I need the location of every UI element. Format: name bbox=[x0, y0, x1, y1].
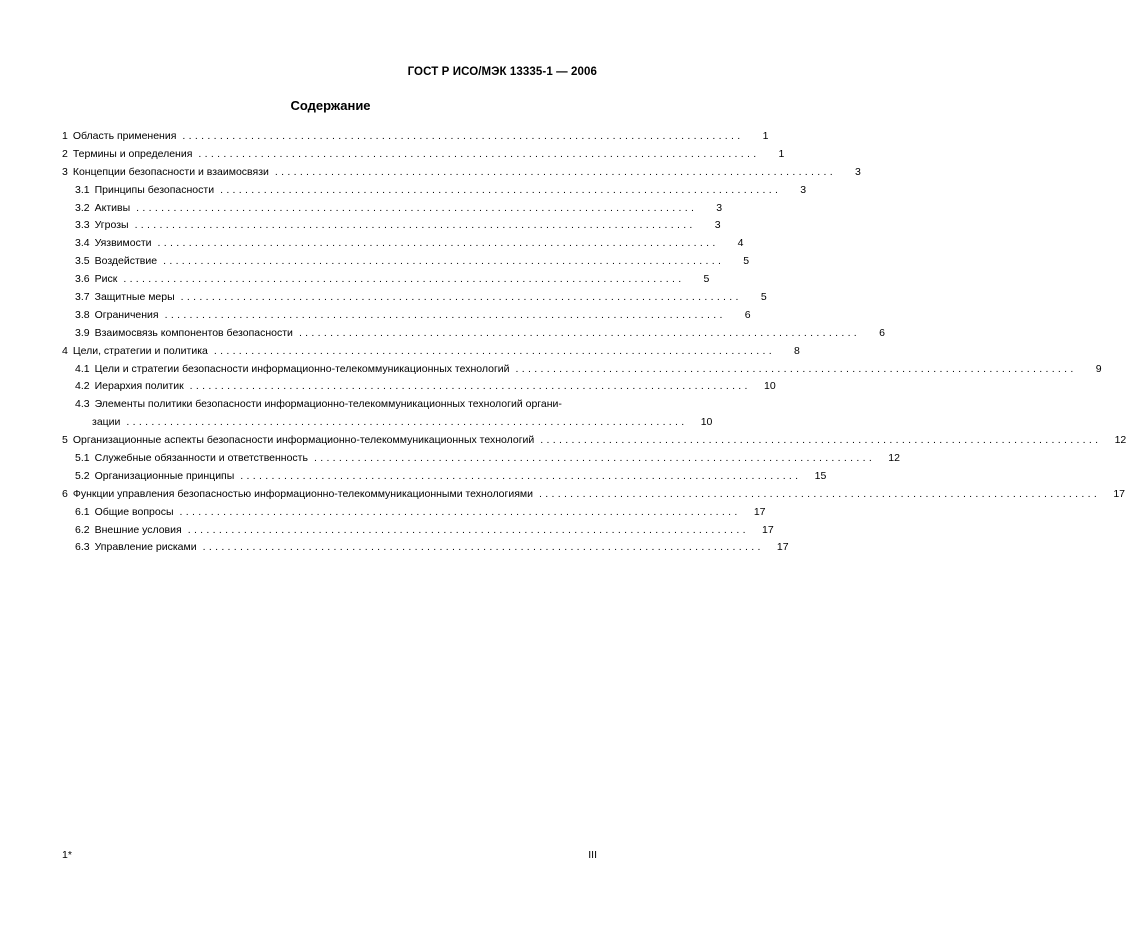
toc-entry[interactable] bbox=[62, 486, 1125, 504]
toc-entry-label: Активы bbox=[94, 201, 131, 214]
toc-entry-label: Область применения bbox=[72, 130, 177, 142]
toc-entry-page: 12 bbox=[888, 452, 900, 465]
toc-entry[interactable] bbox=[62, 289, 767, 307]
dot-leader bbox=[182, 128, 740, 146]
toc-entry-label: Цели, стратегии и политика bbox=[72, 344, 208, 357]
standard-designation: ГОСТ Р ИСО/МЭК 13335-1 — 2006 bbox=[407, 66, 597, 78]
toc-entry[interactable] bbox=[62, 146, 785, 164]
dot-leader bbox=[275, 164, 833, 182]
dot-leader bbox=[203, 539, 761, 557]
toc-entry-page: 4 bbox=[737, 237, 744, 250]
toc-entry[interactable] bbox=[62, 235, 744, 253]
toc-entry[interactable] bbox=[62, 522, 774, 540]
toc-entry-label: Иерархия политик bbox=[94, 380, 184, 393]
toc-entry-page: 17 bbox=[753, 505, 766, 518]
toc-entry-label: Угрозы bbox=[94, 219, 129, 232]
toc-entry-number: 2 bbox=[62, 147, 68, 160]
toc-entry-label: Внешние условия bbox=[94, 523, 182, 536]
page-number: III bbox=[588, 849, 597, 861]
toc-entry-page: 6 bbox=[879, 326, 885, 339]
toc-entry-page: 8 bbox=[794, 344, 800, 357]
dot-leader bbox=[165, 307, 723, 325]
toc-entry[interactable] bbox=[62, 539, 789, 557]
toc-entry-number: 5.2 bbox=[75, 469, 90, 482]
toc-entry-page: 15 bbox=[814, 469, 827, 482]
toc-entry-number: 4.3 bbox=[75, 398, 90, 411]
toc-entry-page: 1 bbox=[778, 147, 785, 160]
toc-entry[interactable] bbox=[62, 253, 750, 271]
toc-entry-label: Цели и стратегии безопасности информационно-телекоммуникационных технологий bbox=[94, 362, 510, 375]
toc-entry[interactable] bbox=[62, 200, 723, 218]
dot-leader bbox=[136, 200, 694, 218]
toc-entry-page: 5 bbox=[703, 273, 710, 286]
toc-entry-number: 3.1 bbox=[75, 183, 90, 196]
toc-entry-number: 3.2 bbox=[75, 201, 90, 214]
dot-leader bbox=[240, 468, 798, 486]
toc-entry-number: 4.1 bbox=[75, 362, 90, 375]
dot-leader bbox=[158, 235, 716, 253]
toc-entry-number: 4.2 bbox=[75, 380, 90, 393]
toc-entry-label: Воздействие bbox=[94, 255, 158, 268]
toc-entry[interactable] bbox=[62, 378, 776, 396]
toc-entry-label: Защитные меры bbox=[94, 291, 175, 304]
dot-leader bbox=[539, 486, 1097, 504]
dot-leader bbox=[516, 361, 1074, 379]
toc-entry-number: 6 bbox=[62, 487, 68, 500]
dot-leader bbox=[214, 343, 772, 361]
toc-entry-page: 12 bbox=[1114, 434, 1126, 447]
toc-entry[interactable] bbox=[62, 343, 800, 361]
toc-entry-number: 5.1 bbox=[75, 452, 90, 465]
dot-leader bbox=[135, 217, 693, 235]
toc-entry-number: 3.5 bbox=[75, 255, 90, 268]
toc-entry[interactable] bbox=[62, 307, 751, 325]
dot-leader bbox=[299, 325, 857, 343]
dot-leader bbox=[190, 378, 748, 396]
toc-entry-page: 17 bbox=[762, 523, 774, 536]
toc-entry[interactable] bbox=[62, 325, 885, 343]
toc-entry[interactable] bbox=[62, 432, 1126, 450]
toc-entry-label: Общие вопросы bbox=[94, 505, 174, 518]
toc-entry-label: Ограничения bbox=[94, 308, 159, 321]
toc-entry-label: Принципы безопасности bbox=[94, 183, 215, 196]
dot-leader bbox=[181, 289, 739, 307]
dot-leader bbox=[188, 522, 746, 540]
toc-entry-number: 5 bbox=[62, 434, 68, 447]
toc-entry-page: 3 bbox=[855, 165, 861, 178]
toc-entry-label: Элементы политики безопасности информационно-телекоммуникационных технологий органи- bbox=[94, 398, 562, 411]
dot-leader bbox=[220, 182, 778, 200]
toc-entry-number: 1 bbox=[62, 130, 68, 142]
dot-leader bbox=[198, 146, 756, 164]
toc-entry-page: 10 bbox=[763, 380, 776, 393]
dot-leader bbox=[123, 271, 681, 289]
toc-entry-number: 3.9 bbox=[75, 326, 90, 339]
toc-entry-page: 6 bbox=[744, 308, 751, 321]
toc-entry-page: 10 bbox=[700, 416, 713, 429]
toc-entry-label: Организационные аспекты безопасности информационно-телекоммуникационных технологий bbox=[72, 434, 535, 447]
toc-entry[interactable] bbox=[62, 504, 766, 522]
toc-entry-page: 9 bbox=[1095, 362, 1102, 375]
toc-entry[interactable] bbox=[62, 217, 721, 235]
toc-entry-label: Взаимосвязь компонентов безопасности bbox=[94, 326, 293, 339]
toc-entry-label: Концепции безопасности и взаимосвязи bbox=[72, 165, 269, 178]
toc-entry-label: Уязвимости bbox=[94, 237, 152, 250]
toc-entry[interactable] bbox=[62, 396, 599, 414]
toc-title: Содержание bbox=[290, 98, 371, 113]
toc-entry-number: 3.3 bbox=[75, 219, 90, 232]
footer-sheet-mark: 1* bbox=[62, 849, 72, 861]
dot-leader bbox=[126, 414, 684, 432]
toc-entry-page: 1 bbox=[762, 130, 769, 142]
toc-entry-page: 5 bbox=[760, 291, 767, 304]
toc-entry-number: 6.3 bbox=[75, 541, 90, 554]
toc-entry-label: Риск bbox=[94, 273, 118, 286]
toc-entry-continuation[interactable] bbox=[62, 414, 713, 432]
toc-entry-number: 3 bbox=[62, 165, 68, 178]
dot-leader bbox=[540, 432, 1098, 450]
dot-leader bbox=[180, 504, 738, 522]
toc-entry[interactable] bbox=[62, 182, 807, 200]
toc-entry[interactable] bbox=[62, 361, 1102, 379]
toc-entry-page: 3 bbox=[714, 219, 721, 232]
toc-entry-page: 17 bbox=[776, 541, 789, 554]
toc-entry-number: 3.6 bbox=[75, 273, 90, 286]
toc-entry-label: Организационные принципы bbox=[94, 469, 235, 482]
toc-entry-number: 3.4 bbox=[75, 237, 90, 250]
toc-entry[interactable] bbox=[62, 468, 827, 486]
toc-entry-label: Управление рисками bbox=[94, 541, 197, 554]
table-of-contents bbox=[62, 128, 1126, 557]
dot-leader bbox=[314, 450, 872, 468]
toc-entry-label: Служебные обязанности и ответственность bbox=[94, 452, 308, 465]
toc-entry-label: Функции управления безопасностью информационно-телекоммуникационными технологиями bbox=[72, 487, 533, 500]
toc-entry[interactable] bbox=[62, 128, 769, 146]
toc-entry-number: 6.1 bbox=[75, 505, 90, 518]
toc-entry-number: 3.8 bbox=[75, 308, 90, 321]
toc-entry[interactable] bbox=[62, 271, 710, 289]
toc-entry[interactable] bbox=[62, 450, 900, 468]
toc-entry[interactable] bbox=[62, 164, 861, 182]
toc-entry-label-continuation: зации bbox=[92, 416, 121, 429]
toc-entry-label: Термины и определения bbox=[72, 147, 193, 160]
toc-entry-page: 3 bbox=[800, 183, 807, 196]
toc-entry-number: 6.2 bbox=[75, 523, 90, 536]
toc-entry-page: 17 bbox=[1113, 487, 1125, 500]
toc-entry-page: 3 bbox=[716, 201, 723, 214]
toc-entry-number: 3.7 bbox=[75, 291, 90, 304]
toc-entry-page: 5 bbox=[743, 255, 750, 268]
toc-entry-number: 4 bbox=[62, 344, 68, 357]
dot-leader bbox=[163, 253, 721, 271]
